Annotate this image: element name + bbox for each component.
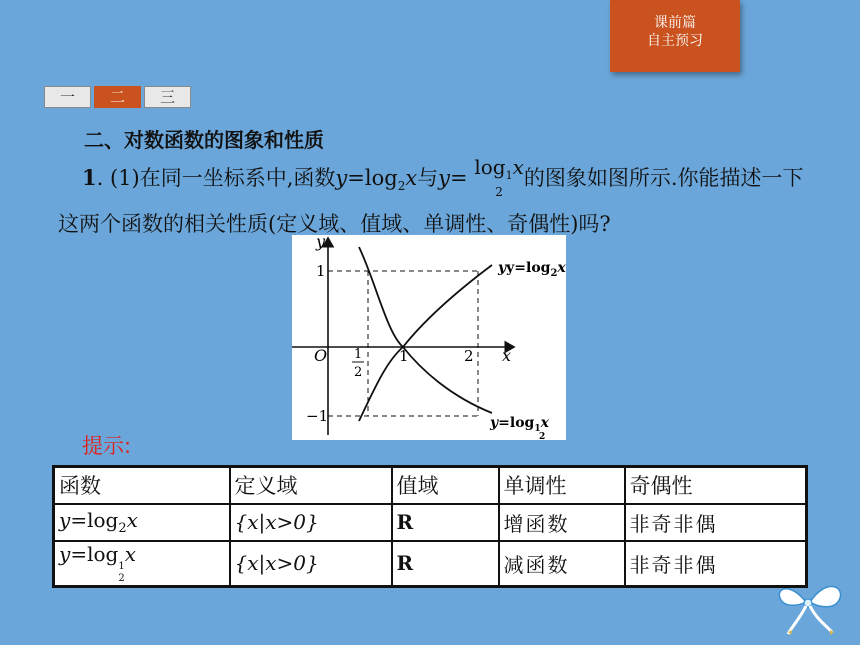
- x-axis-label: x: [502, 346, 512, 365]
- y-axis-label: y: [316, 235, 326, 251]
- label-log2-text: y=log: [506, 260, 551, 276]
- tab-1[interactable]: 一: [44, 86, 91, 108]
- section-heading: 二、对数函数的图象和性质: [84, 128, 324, 152]
- cell-monotonic: 减函数: [499, 541, 625, 587]
- cell-function: y=log 1 2 x: [54, 541, 230, 587]
- header-parity: 奇偶性: [625, 467, 807, 504]
- cell-function: $y=\log_2x$: [54, 504, 230, 541]
- cell-range: R: [392, 504, 499, 541]
- label-log-half-text: =log: [498, 415, 535, 431]
- label-log-half-base-num: 1: [534, 424, 541, 434]
- cell-domain: {x|x>0}: [230, 504, 392, 541]
- section-tag-line1: 课前篇: [654, 15, 696, 31]
- curve-log2: [359, 265, 492, 421]
- fn-y2: y=: [438, 166, 468, 190]
- cell-parity: 非奇非偶: [625, 504, 807, 541]
- section-tabs: [44, 86, 191, 108]
- question-mid: 与: [417, 166, 439, 190]
- log-graph: [292, 235, 566, 440]
- fn-x: x: [405, 166, 418, 190]
- table-row: [54, 541, 807, 587]
- tab-2[interactable]: 二: [94, 86, 141, 108]
- tick-label-1: 1: [316, 262, 326, 280]
- header-monotonic: 单调性: [499, 467, 625, 504]
- properties-table: [52, 465, 808, 588]
- curve-log-half: [359, 247, 492, 413]
- header-range: 值域: [392, 467, 499, 504]
- decoration-bow-icon: [770, 568, 850, 640]
- question-part2: 的图象如图所示.你能描述一下这两个函数的相关性质(定义域、值域、单调性、奇偶性)吗?: [58, 166, 804, 237]
- cell-range: R: [392, 541, 499, 587]
- log-half-x: $\log_1x$ 2: [474, 155, 524, 199]
- tick-label-x2: 2: [464, 347, 474, 365]
- cell-monotonic: 增函数: [499, 504, 625, 541]
- table-row: [54, 504, 807, 541]
- section-tag[interactable]: [610, 0, 740, 72]
- tab-3[interactable]: 三: [144, 86, 191, 108]
- label-log-half: $y=\log_1x$: [490, 415, 549, 434]
- hint-label: 提示:: [82, 434, 132, 458]
- origin-label: O: [314, 346, 328, 365]
- fn-log: log: [364, 166, 398, 190]
- cell-domain: {x|x>0}: [230, 541, 392, 587]
- label-log2: $yy=\log_2x$: [498, 260, 566, 279]
- question-part1: . (1)在同一坐标系中,函数: [96, 166, 336, 190]
- header-domain: 定义域: [230, 467, 392, 504]
- tick-label-half-num: 1: [354, 347, 363, 362]
- table-header-row: [54, 467, 807, 504]
- fn-base2: 2: [397, 179, 406, 194]
- tick-label-neg1: −1: [306, 407, 329, 425]
- question-number: 1: [82, 165, 97, 190]
- section-tag-line2: 自主预习: [647, 33, 703, 49]
- label-log-half-base-den: 2: [539, 432, 546, 440]
- question-text: [58, 155, 808, 243]
- cell-parity: 非奇非偶: [625, 541, 807, 587]
- header-function: 函数: [54, 467, 230, 504]
- label-log2-x: x: [557, 260, 566, 276]
- fn-y: y=: [335, 166, 365, 190]
- label-log-half-x: x: [540, 415, 549, 431]
- label-log2-base: 2: [550, 268, 558, 279]
- tick-label-half-den: 2: [354, 365, 363, 380]
- tick-label-x1: 1: [399, 347, 409, 365]
